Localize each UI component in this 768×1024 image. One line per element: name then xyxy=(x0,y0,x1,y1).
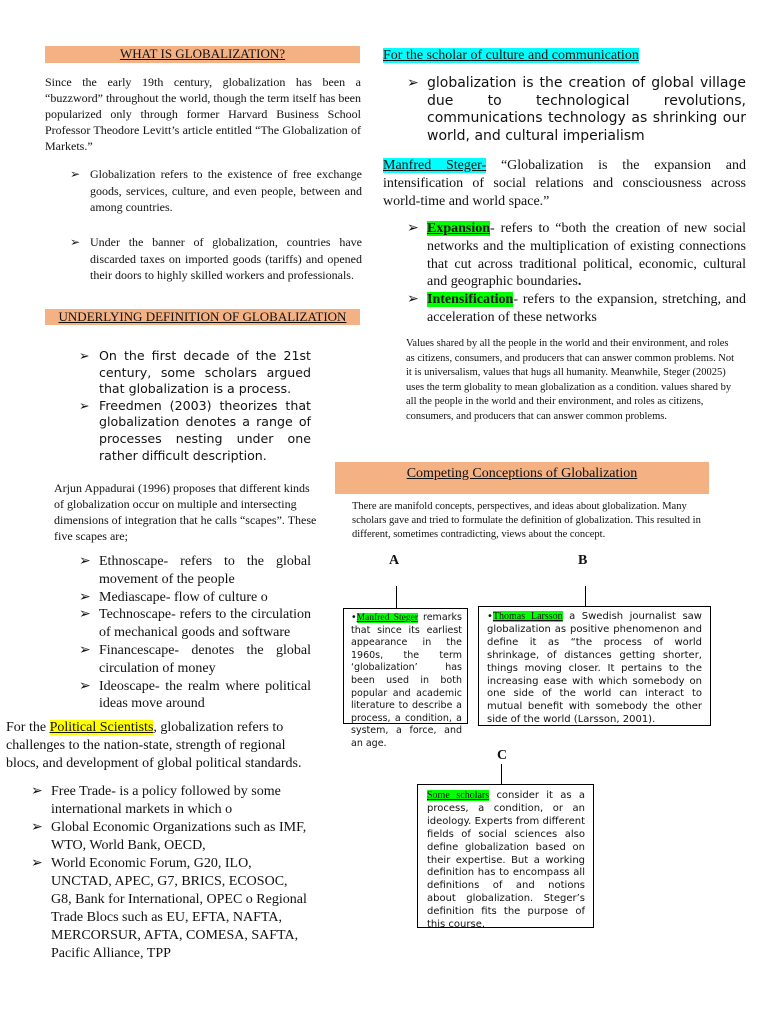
box-b-name: Thomas Larsson xyxy=(492,611,563,622)
bullet-process-text: On the first decade of the 21st century, some scholars argued that globalization is a process. xyxy=(99,348,311,397)
term-expansion xyxy=(405,220,746,291)
culture-header-text: For the scholar of culture and communication xyxy=(383,48,639,63)
underlying-bullets xyxy=(77,348,311,464)
label-b: B xyxy=(578,553,588,568)
steger-definition xyxy=(383,157,746,211)
box-a-body: remarks that since its earliest appearance in the 1960s, the term ‘globalization’ has been used in both popular and academic literature to describe a process, a condition, a system, a force, and an age. xyxy=(351,612,462,749)
scape-mediascape-text: Mediascape- flow of culture o xyxy=(99,589,268,605)
political-list xyxy=(29,783,309,963)
underlying-definition-title: UNDERLYING DEFINITION OF GLOBALIZATION xyxy=(58,309,347,324)
steger-name: Manfred Steger- xyxy=(383,158,487,173)
arrow-bullet-icon: ➢ xyxy=(70,235,81,249)
culture-bullets xyxy=(405,75,746,145)
political-forums xyxy=(29,855,309,963)
box-b-bullet: • xyxy=(487,611,493,622)
box-c-name: Some scholars xyxy=(427,790,490,801)
connector-line-a xyxy=(396,586,397,608)
concept-box-c xyxy=(417,784,594,931)
concept-box-c-text xyxy=(418,785,593,932)
what-is-globalization-title: WHAT IS GLOBALIZATION? xyxy=(119,46,286,61)
arrow-bullet-icon: ➢ xyxy=(31,820,43,835)
bullet-tariffs xyxy=(68,234,362,284)
political-global-orgs-text: Global Economic Organizations such as IMF, WTO, World Bank, OECD, xyxy=(51,820,307,853)
steger-terms xyxy=(405,220,746,327)
intensification-text: - refers to the expansion, stretching, and acceleration of these networks xyxy=(427,292,746,325)
arrow-bullet-icon: ➢ xyxy=(407,75,419,91)
competing-header-text: Competing Conceptions of Globalization xyxy=(406,466,638,481)
values-paragraph: Values shared by all the people in the world and their environment, and roles as citizens, consumers, and producers that can answer common problems. Not it is universalism, values that hugs all humanity. Meanwhile, Steger (20025) uses the term globality to mean globalization as a condition. values shared by all the people in the world and their environment, and roles as citizens, consumers, and producers that can answer common problems. xyxy=(406,338,735,422)
arrow-bullet-icon: ➢ xyxy=(79,678,91,694)
culture-global-village xyxy=(405,75,746,145)
expansion-end: . xyxy=(577,274,582,290)
bullet-free-exchange-text: Globalization refers to the existence of free exchange goods, services, culture, and even people, between and among countries. xyxy=(90,167,362,214)
expansion-text: - refers to “both the creation of new social networks and the multiplication of existing connections that cut across traditional political, economic, cultural and geographic boundaries xyxy=(427,221,746,290)
arrow-bullet-icon: ➢ xyxy=(31,856,43,871)
scape-technoscape xyxy=(77,606,311,642)
bullet-tariffs-text: Under the banner of globalization, countries have discarded taxes on imported goods (tariffs) and opened their doors to highly skilled workers and professionals. xyxy=(90,235,362,282)
arrow-bullet-icon: ➢ xyxy=(79,642,91,658)
scape-ideoscape-text: Ideoscape- the realm where political ideas move around xyxy=(99,678,311,712)
political-forums-text: World Economic Forum, G20, ILO, UNCTAD, APEC, G7, BRICS, ECOSOC, G8, Bank for International, OPEC o Regional Trade Blocs such as EU, EFTA, NAFTA, MERCORSUR, AFTA, COMESA, SAFTA, Pacific Alliance, TPP xyxy=(51,856,307,961)
label-c: C xyxy=(497,748,508,763)
concept-box-a xyxy=(343,608,468,749)
expansion-term: Expansion xyxy=(427,221,491,236)
concept-box-b-text xyxy=(479,607,710,727)
bullet-free-exchange xyxy=(68,166,362,216)
competing-intro: There are manifold concepts, perspectives, and ideas about globalization. Many scholars gave and tried to formulate the definition of globalization. This resulted in different, sometimes contradicting, views about the concept. xyxy=(352,501,701,540)
intro-paragraph: Since the early 19th century, globalization has been a “buzzword” throughout the world, though the term itself has been popularized only through former Harvard Business School Professor Theodore Levitt’s article entitled “The Globalization of Markets.” xyxy=(45,75,361,153)
scape-ethnoscape xyxy=(77,553,311,589)
arrow-bullet-icon: ➢ xyxy=(407,292,419,308)
scapes-list xyxy=(77,553,311,713)
definition-bullets-1 xyxy=(68,166,362,216)
box-a-name: Manfred Steger xyxy=(356,613,418,623)
arrow-bullet-icon: ➢ xyxy=(407,221,419,236)
scape-ethnoscape-text: Ethnoscape- refers to the global movement of the people xyxy=(99,554,311,587)
political-free-trade xyxy=(29,783,309,819)
connector-line-c xyxy=(501,764,502,784)
political-free-trade-text: Free Trade- is a policy followed by some international markets in which o xyxy=(51,784,281,817)
arrow-bullet-icon: ➢ xyxy=(70,167,81,181)
box-c-body: consider it as a process, a condition, or an ideology. Experts from different fields of social sciences also define globalization based on their expertise. But a working definition has to encompass all definitions of and notions about globalization. Steger’s definition fits the purpose of this course. xyxy=(427,790,586,931)
box-a-bullet: • xyxy=(351,612,357,623)
political-scientists-paragraph xyxy=(6,719,306,773)
definition-bullets-2 xyxy=(68,234,362,284)
underlying-definition-header xyxy=(45,309,360,325)
scape-mediascape xyxy=(77,589,311,607)
political-post: , globalization refers to challenges to the nation-state, strength of regional blocs, and development of global political standards. xyxy=(6,720,302,771)
political-global-orgs xyxy=(29,819,309,855)
bullet-freedmen-text: Freedmen (2003) theorizes that globalization denotes a range of processes nesting under one rather difficult description. xyxy=(99,397,311,463)
competing-header xyxy=(335,462,709,494)
steger-quote: “Globalization is the expansion and intensification of social relations and consciousness across world-time and world space.” xyxy=(383,158,746,209)
label-a: A xyxy=(389,553,400,568)
concept-box-a-text xyxy=(344,609,467,751)
arrow-bullet-icon: ➢ xyxy=(79,348,90,363)
culture-header xyxy=(383,47,639,64)
bullet-freedmen xyxy=(77,398,311,464)
scape-ideoscape xyxy=(77,678,311,714)
scape-financescape xyxy=(77,642,311,678)
term-intensification xyxy=(405,291,746,327)
appadurai-paragraph: Arjun Appadurai (1996) proposes that different kinds of globalization occur on multiple and intersecting dimensions of integration that he calls “scapes”. These five scapes are; xyxy=(54,481,317,543)
what-is-globalization-header xyxy=(45,46,360,63)
arrow-bullet-icon: ➢ xyxy=(79,554,91,569)
concept-box-b xyxy=(478,606,711,726)
bullet-process xyxy=(77,348,311,398)
arrow-bullet-icon: ➢ xyxy=(31,784,43,799)
intensification-term: Intensification xyxy=(427,292,514,308)
arrow-bullet-icon: ➢ xyxy=(79,607,91,623)
scape-technoscape-text: Technoscape- refers to the circulation of mechanical goods and software xyxy=(99,607,311,641)
scape-financescape-text: Financescape- denotes the global circulation of money xyxy=(99,642,311,676)
political-pre: For the xyxy=(6,720,50,735)
arrow-bullet-icon: ➢ xyxy=(79,397,90,413)
box-b-body: a Swedish journalist saw globalization as positive phenomenon and define it as “the process of world shrinkage, of distances getting shorter, things moving closer. It pertains to the increasing ease with which somebody on one side of the world can interact to mutual benefit with somebody the other side of the world (Larsson, 2001). xyxy=(487,611,702,726)
connector-line-b xyxy=(585,586,586,608)
arrow-bullet-icon: ➢ xyxy=(79,589,91,605)
culture-global-village-text: globalization is the creation of global village due to technological revolutions, communications technology as shrinking our world, and cultural imperialism xyxy=(427,75,746,144)
political-scientists-highlight: Political Scientists xyxy=(49,720,154,735)
